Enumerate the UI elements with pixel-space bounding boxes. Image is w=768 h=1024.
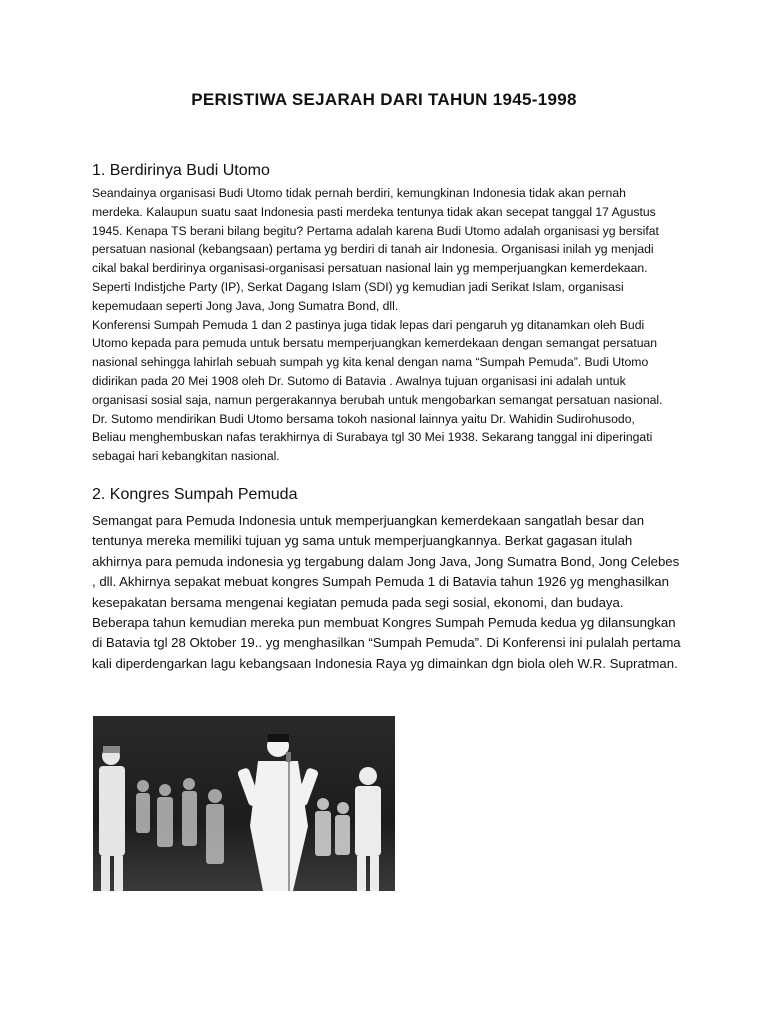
paragraph: Seandainya organisasi Budi Utomo tidak pernah berdiri, kemungkinan Indonesia tidak akan pernah merdeka. Kalaupun suatu saat Indonesia pasti merdeka tentunya tidak akan secepat tanggal 17 Agustus 1945. Kenapa TS berani bilang begitu? Pertama adalah karena Budi Utomo adalah organisasi yg bersifat persatuan nasional (kebangsaan) pertama yg berdiri di tanah air Indonesia. Organisasi inilah yg menjadi cikal bakal berdirinya organisasi-organisasi persatuan nasional lain yg memperjuangkan kemerdekaan. Seperti Indistjche Party (IP), Serkat Dagang Islam (SDI) yg kemudian jadi Serikat Islam, organisasi kepemudaan seperti Jong Java, Jong Sumatra Bond, dll. [92,186,659,313]
document-title: PERISTIWA SEJARAH DARI TAHUN 1945-1998 [191,90,577,109]
section-heading-budi-utomo: 1. Berdirinya Budi Utomo [92,162,270,179]
paragraph: Beberapa tahun kemudian mereka pun membuat Kongres Sumpah Pemuda kedua yg dilansungkan di Batavia tgl 28 Oktober 19.. yg menghasilkan “Sumpah Pemuda”. Di Konferensi ini pulalah pertama kali diperdengarkan lagu kebangsaan Indonesia Raya yg dimainkan dgn biola oleh W.R. Supratman. [92,615,681,671]
paragraph: Konferensi Sumpah Pemuda 1 dan 2 pastinya juga tidak lepas dari pengaruh yg ditanamkan oleh Budi Utomo kepada para pemuda untuk bersatu memperjuangkan kemerdekaan dengan semangat persatuan nasional sehingga lahirlah sebuah sumpah yg kita kenal dengan nama “Sumpah Pemuda”. Budi Utomo didirikan pada 20 Mei 1908 oleh Dr. Sutomo di Batavia . Awalnya tujuan organisasi ini adalah untuk organisasi sosial saja, namun pergerakannya berubah untuk mengobarkan semangat persatuan nasional. Dr. Sutomo mendirikan Budi Utomo bersama tokoh nasional lainnya yaitu Dr. Wahidin Sudirohusodo, Beliau menghembuskan nafas terakhirnya di Surabaya tgl 30 Mei 1938. Sekarang tanggal ini diperingati sebagai hari kebangkitan nasional. [92,317,663,464]
section-body-sumpah-pemuda [92,511,682,674]
section-body-budi-utomo [92,184,672,466]
paragraph: Semangat para Pemuda Indonesia untuk memperjuangkan kemerdekaan sangatlah besar dan tentunya mereka memiliki tujuan yg sama untuk memperjuangkannya. Berkat gagasan itulah akhirnya para pemuda indonesia yg tergabung dalam Jong Java, Jong Sumatra Bond, Jong Celebes , dll. Akhirnya sepakat mebuat kongres Sumpah Pemuda 1 di Batavia tahun 1926 yg menghasilkan kesepakatan bersama mengenai kegiatan pemuda pada segi sosial, ekonomi, dan budaya. [92,513,680,610]
section-heading-sumpah-pemuda: 2. Kongres Sumpah Pemuda [92,486,298,503]
historical-photo [93,716,395,891]
